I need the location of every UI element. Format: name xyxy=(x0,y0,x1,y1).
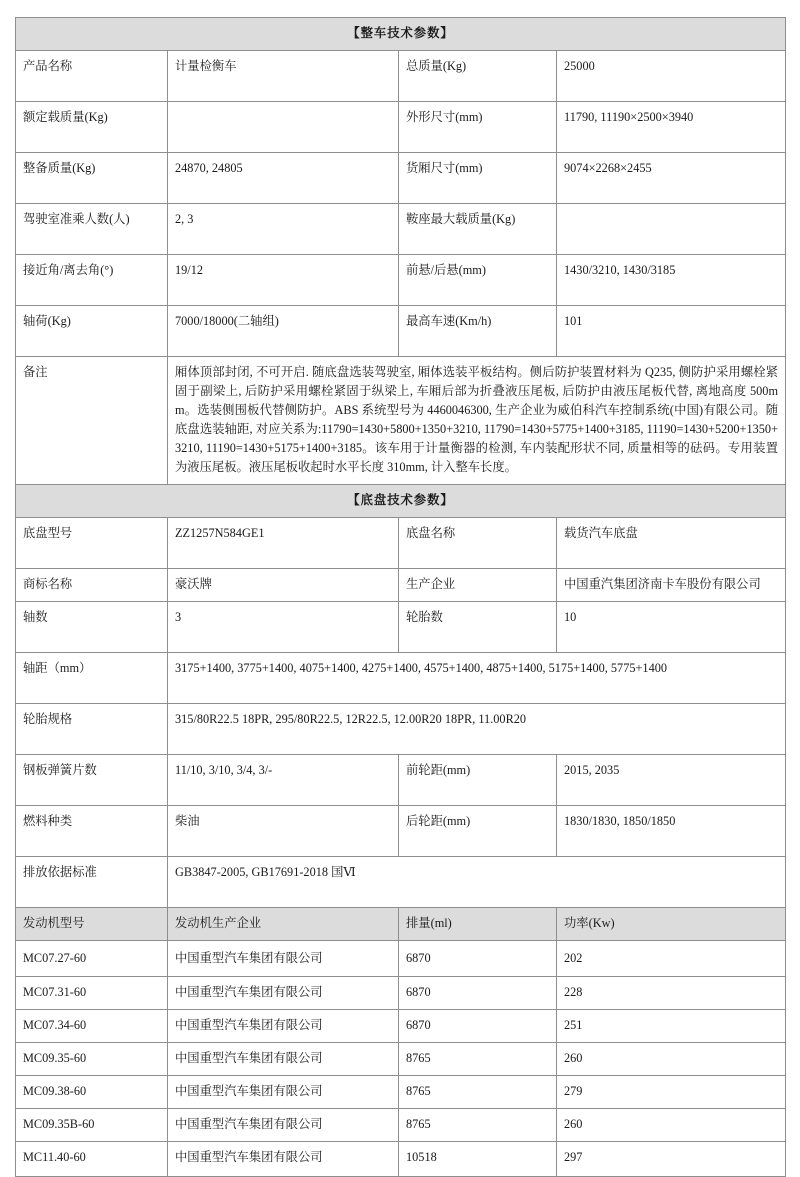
row-value-tire-spec: 315/80R22.5 18PR, 295/80R22.5, 12R22.5, 12.00R20 18PR, 11.00R20 xyxy=(168,704,786,755)
remarks-row xyxy=(16,357,786,485)
tire-spec-row xyxy=(16,704,786,755)
row-label-wheelbase: 轴距（mm） xyxy=(16,653,168,704)
emission-row xyxy=(16,857,786,908)
row-label-tire-count: 轮胎数 xyxy=(399,602,557,653)
engine-row xyxy=(16,1108,786,1141)
row-value-rear-track: 1830/1830, 1850/1850 xyxy=(557,806,786,857)
wheelbase-row xyxy=(16,653,786,704)
row-label-manufacturer: 生产企业 xyxy=(399,569,557,602)
row-value-brand-name: 豪沃牌 xyxy=(168,569,399,602)
row-value-front-track: 2015, 2035 xyxy=(557,755,786,806)
engine-power: 260 xyxy=(557,1108,786,1141)
engine-column-header-displacement: 排量(ml) xyxy=(399,908,557,941)
row-value-curb-mass: 24870, 24805 xyxy=(168,153,399,204)
table-row xyxy=(16,153,786,204)
table-row xyxy=(16,569,786,602)
engine-displacement: 8765 xyxy=(399,1075,557,1108)
engine-power: 260 xyxy=(557,1042,786,1075)
engine-model: MC11.40-60 xyxy=(16,1141,168,1176)
table-row xyxy=(16,102,786,153)
table-row xyxy=(16,204,786,255)
engine-displacement: 6870 xyxy=(399,941,557,976)
row-value-rated-load xyxy=(168,102,399,153)
engine-row xyxy=(16,1009,786,1042)
engine-model: MC09.38-60 xyxy=(16,1075,168,1108)
vehicle-section-title: 【整车技术参数】 xyxy=(16,18,786,51)
engine-power: 279 xyxy=(557,1075,786,1108)
row-label-rated-load: 额定载质量(Kg) xyxy=(16,102,168,153)
engine-displacement: 10518 xyxy=(399,1141,557,1176)
row-value-product-name: 计量检衡车 xyxy=(168,51,399,102)
remarks-text: 厢体顶部封闭, 不可开启. 随底盘选装驾驶室, 厢体选装平板结构。侧后防护装置材料为 Q235, 侧防护采用螺栓紧固于副梁上, 后防护采用螺栓紧固于纵梁上, 车厢后部为折叠液压尾板, 后防护由液压尾板代替, 离地高度 500mm。选装侧围板代替侧防护。ABS 系统型号为 4460046300, 生产企业为威伯科汽车控制系统(中国)有限公司。随底盘选装轴距, 对应关系为:11790=1430+5800+1350+3210, 11790=1430+5775+1400+3185, 11190=1430+5200+1350+3210, 11190=1430+5175+1400+3185。该车用于计量衡器的检测, 车内装配形状不同, 质量相等的砝码。专用装置为液压尾板。液压尾板收起时水平长度 310mm, 计入整车长度。 xyxy=(168,357,786,485)
engine-model: MC07.31-60 xyxy=(16,976,168,1009)
engine-displacement: 6870 xyxy=(399,1009,557,1042)
table-row xyxy=(16,806,786,857)
row-label-rear-track: 后轮距(mm) xyxy=(399,806,557,857)
row-label-fuel-type: 燃料种类 xyxy=(16,806,168,857)
row-label-gross-mass: 总质量(Kg) xyxy=(399,51,557,102)
row-label-curb-mass: 整备质量(Kg) xyxy=(16,153,168,204)
row-label-product-name: 产品名称 xyxy=(16,51,168,102)
row-label-cab-seating: 驾驶室准乘人数(人) xyxy=(16,204,168,255)
row-value-saddle-max-load xyxy=(557,204,786,255)
engine-row xyxy=(16,941,786,976)
row-label-axle-count: 轴数 xyxy=(16,602,168,653)
row-label-axle-load: 轴荷(Kg) xyxy=(16,306,168,357)
table-row xyxy=(16,306,786,357)
row-value-cargo-box-dimensions: 9074×2268×2455 xyxy=(557,153,786,204)
table-row xyxy=(16,255,786,306)
remarks-label: 备注 xyxy=(16,357,168,485)
table-row xyxy=(16,518,786,569)
engine-power: 251 xyxy=(557,1009,786,1042)
row-label-max-speed: 最高车速(Km/h) xyxy=(399,306,557,357)
row-label-chassis-name: 底盘名称 xyxy=(399,518,557,569)
row-value-chassis-model: ZZ1257N584GE1 xyxy=(168,518,399,569)
table-row xyxy=(16,602,786,653)
row-label-leaf-spring-count: 钢板弹簧片数 xyxy=(16,755,168,806)
engine-displacement: 8765 xyxy=(399,1108,557,1141)
row-value-gross-mass: 25000 xyxy=(557,51,786,102)
row-value-cab-seating: 2, 3 xyxy=(168,204,399,255)
engine-row xyxy=(16,1141,786,1176)
engine-displacement: 8765 xyxy=(399,1042,557,1075)
row-value-emission-standard: GB3847-2005, GB17691-2018 国Ⅵ xyxy=(168,857,786,908)
engine-maker: 中国重型汽车集团有限公司 xyxy=(168,941,399,976)
chassis-section-title-row xyxy=(16,485,786,518)
row-value-overall-dimensions: 11790, 11190×2500×3940 xyxy=(557,102,786,153)
engine-maker: 中国重型汽车集团有限公司 xyxy=(168,1108,399,1141)
engine-maker: 中国重型汽车集团有限公司 xyxy=(168,976,399,1009)
engine-model: MC07.34-60 xyxy=(16,1009,168,1042)
row-label-chassis-model: 底盘型号 xyxy=(16,518,168,569)
row-value-fuel-type: 柴油 xyxy=(168,806,399,857)
row-label-front-track: 前轮距(mm) xyxy=(399,755,557,806)
row-label-emission-standard: 排放依据标准 xyxy=(16,857,168,908)
row-value-chassis-name: 载货汽车底盘 xyxy=(557,518,786,569)
row-value-tire-count: 10 xyxy=(557,602,786,653)
engine-power: 228 xyxy=(557,976,786,1009)
row-value-axle-count: 3 xyxy=(168,602,399,653)
engine-maker: 中国重型汽车集团有限公司 xyxy=(168,1075,399,1108)
row-label-front-rear-overhang: 前悬/后悬(mm) xyxy=(399,255,557,306)
table-row xyxy=(16,755,786,806)
engine-header-row xyxy=(16,908,786,941)
row-value-front-rear-overhang: 1430/3210, 1430/3185 xyxy=(557,255,786,306)
specification-table xyxy=(15,17,786,1177)
engine-model: MC09.35B-60 xyxy=(16,1108,168,1141)
engine-row xyxy=(16,1075,786,1108)
engine-power: 202 xyxy=(557,941,786,976)
row-label-saddle-max-load: 鞍座最大载质量(Kg) xyxy=(399,204,557,255)
vehicle-section-title-row xyxy=(16,18,786,51)
engine-maker: 中国重型汽车集团有限公司 xyxy=(168,1042,399,1075)
engine-column-header-power: 功率(Kw) xyxy=(557,908,786,941)
row-label-overall-dimensions: 外形尺寸(mm) xyxy=(399,102,557,153)
engine-model: MC07.27-60 xyxy=(16,941,168,976)
row-value-wheelbase: 3175+1400, 3775+1400, 4075+1400, 4275+1400, 4575+1400, 4875+1400, 5175+1400, 5775+1400 xyxy=(168,653,786,704)
row-value-manufacturer: 中国重汽集团济南卡车股份有限公司 xyxy=(557,569,786,602)
row-value-leaf-spring-count: 11/10, 3/10, 3/4, 3/- xyxy=(168,755,399,806)
table-row xyxy=(16,51,786,102)
row-label-approach-departure-angle: 接近角/离去角(°) xyxy=(16,255,168,306)
engine-maker: 中国重型汽车集团有限公司 xyxy=(168,1009,399,1042)
row-value-axle-load: 7000/18000(二轴组) xyxy=(168,306,399,357)
engine-column-header-maker: 发动机生产企业 xyxy=(168,908,399,941)
engine-row xyxy=(16,976,786,1009)
engine-model: MC09.35-60 xyxy=(16,1042,168,1075)
engine-maker: 中国重型汽车集团有限公司 xyxy=(168,1141,399,1176)
engine-power: 297 xyxy=(557,1141,786,1176)
row-label-cargo-box-dimensions: 货厢尺寸(mm) xyxy=(399,153,557,204)
chassis-section-title: 【底盘技术参数】 xyxy=(16,485,786,518)
engine-displacement: 6870 xyxy=(399,976,557,1009)
row-value-approach-departure-angle: 19/12 xyxy=(168,255,399,306)
engine-column-header-model: 发动机型号 xyxy=(16,908,168,941)
row-label-tire-spec: 轮胎规格 xyxy=(16,704,168,755)
row-label-brand-name: 商标名称 xyxy=(16,569,168,602)
row-value-max-speed: 101 xyxy=(557,306,786,357)
engine-row xyxy=(16,1042,786,1075)
